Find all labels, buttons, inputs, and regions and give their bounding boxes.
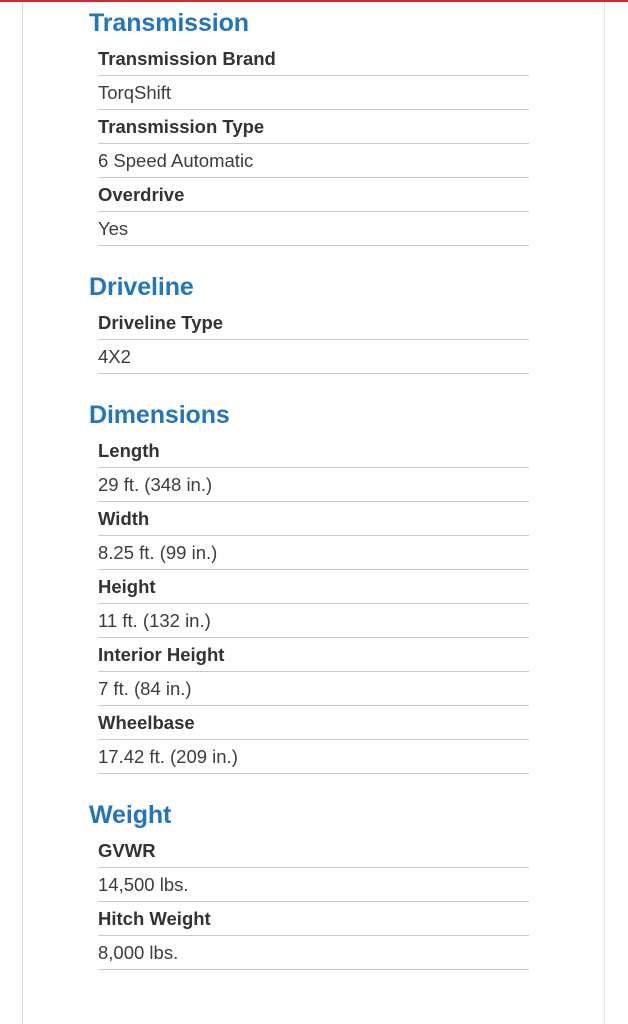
- section-title-driveline: Driveline: [89, 273, 194, 301]
- spec-value: TorqShift: [98, 82, 172, 103]
- section-driveline: [23, 266, 604, 374]
- table-row: [98, 144, 529, 178]
- spec-value: 17.42 ft. (209 in.): [98, 746, 238, 767]
- spec-table-weight: [98, 834, 529, 970]
- section-spacer: [23, 374, 604, 394]
- table-row: [98, 740, 529, 774]
- spec-label: Transmission Brand: [98, 48, 276, 69]
- table-row: [98, 434, 529, 468]
- section-title-dimensions: Dimensions: [89, 401, 230, 429]
- spec-table-dimensions: [98, 434, 529, 774]
- section-spacer: [23, 774, 604, 794]
- spec-value: Yes: [98, 218, 129, 239]
- spec-value: 8,000 lbs.: [98, 942, 179, 963]
- section-title-weight: Weight: [89, 801, 172, 829]
- table-row: [98, 340, 529, 374]
- table-row: [98, 570, 529, 604]
- table-row: [98, 834, 529, 868]
- spec-label: Width: [98, 508, 150, 529]
- table-row: [98, 212, 529, 246]
- spec-value: 7 ft. (84 in.): [98, 678, 192, 699]
- section-transmission: [23, 2, 604, 246]
- table-row: [98, 604, 529, 638]
- spec-value: 8.25 ft. (99 in.): [98, 542, 218, 563]
- table-row: [98, 306, 529, 340]
- table-row: [98, 706, 529, 740]
- table-row: [98, 110, 529, 144]
- spec-value: 4X2: [98, 346, 131, 367]
- table-row: [98, 42, 529, 76]
- table-row: [98, 178, 529, 212]
- table-row: [98, 936, 529, 970]
- table-row: [98, 638, 529, 672]
- table-row: [98, 536, 529, 570]
- spec-value: 11 ft. (132 in.): [98, 610, 211, 631]
- section-weight: [23, 794, 604, 970]
- spec-label: Interior Height: [98, 644, 225, 665]
- table-row: [98, 468, 529, 502]
- spec-label: Wheelbase: [98, 712, 195, 733]
- section-dimensions: [23, 394, 604, 774]
- spec-label: Overdrive: [98, 184, 185, 205]
- spec-table-driveline: [98, 306, 529, 374]
- table-row: [98, 76, 529, 110]
- spec-label: Height: [98, 576, 156, 597]
- table-row: [98, 902, 529, 936]
- spec-value: 6 Speed Automatic: [98, 150, 254, 171]
- content-right-divider: [604, 2, 605, 1024]
- spec-table-transmission: [98, 42, 529, 246]
- spec-label: GVWR: [98, 840, 156, 861]
- section-title-transmission: Transmission: [89, 9, 249, 37]
- spec-label: Driveline Type: [98, 312, 224, 333]
- spec-label: Hitch Weight: [98, 908, 211, 929]
- table-row: [98, 868, 529, 902]
- spec-value: 29 ft. (348 in.): [98, 474, 213, 495]
- table-row: [98, 672, 529, 706]
- spec-value: 14,500 lbs.: [98, 874, 189, 895]
- section-spacer: [23, 246, 604, 266]
- specifications-panel: [23, 2, 604, 1024]
- spec-label: Length: [98, 440, 160, 461]
- table-row: [98, 502, 529, 536]
- spec-label: Transmission Type: [98, 116, 265, 137]
